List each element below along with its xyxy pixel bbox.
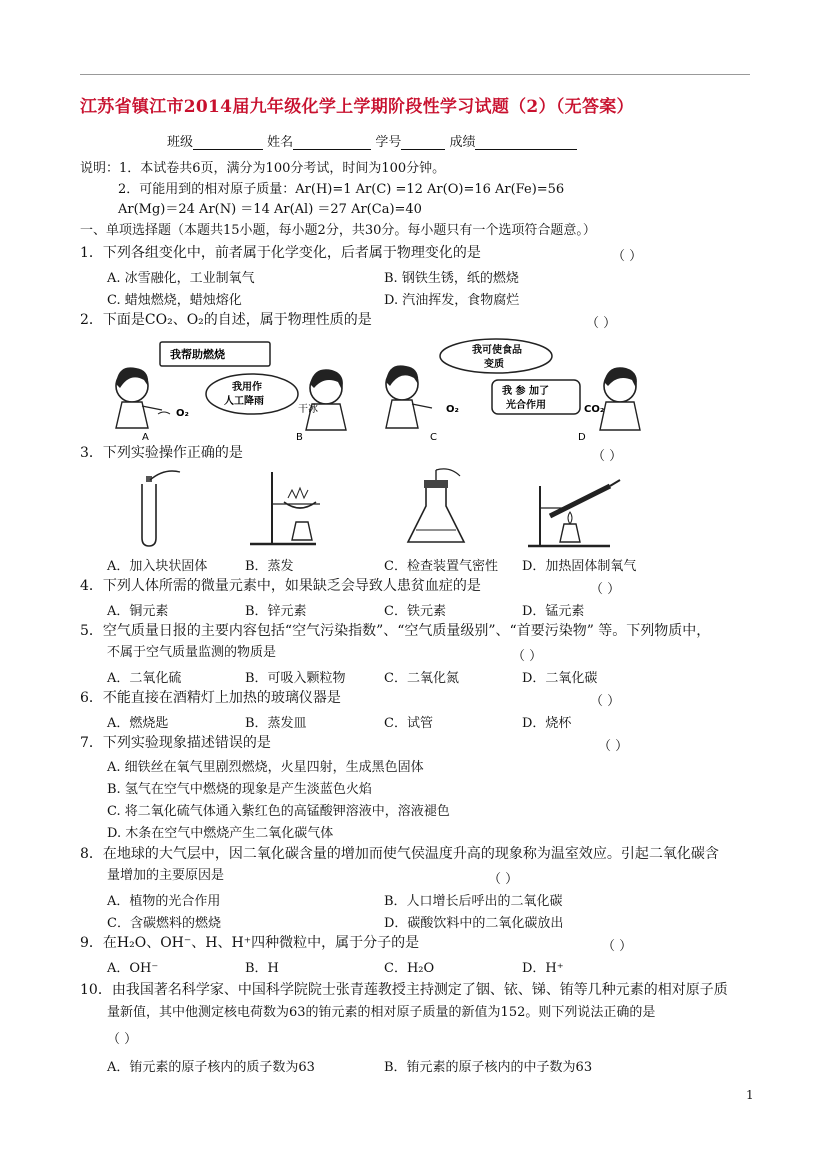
q5-option-b: B．可吸入颗粒物 [245, 671, 346, 686]
q2-label-d: D [578, 432, 586, 443]
q2-label-a: A [142, 432, 149, 443]
bubble-b-text-1: 我用作 [232, 382, 262, 393]
q2-label-b: B [296, 432, 303, 443]
name-label: 姓名 [267, 135, 294, 150]
q2-label-o2-a: O₂ [176, 408, 189, 419]
q3-option-a: A．加入块状固体 [107, 559, 208, 574]
q2-label-c: C [430, 432, 437, 443]
q9-answer-blank[interactable]: （ ） [602, 939, 633, 954]
q5-answer-blank[interactable]: （ ） [512, 649, 543, 664]
q8-option-c: C．含碳燃料的燃烧 [107, 916, 221, 931]
q1-stem: 1．下列各组变化中，前者属于化学变化，后者属于物理变化的是 [80, 245, 481, 261]
note-line-3: Ar(Mg)＝24 Ar(N) ＝14 Ar(Al) ＝27 Ar(Ca)=40 [118, 202, 422, 217]
q7-option-b: B. 氢气在空气中燃烧的现象是产生淡蓝色火焰 [107, 782, 372, 797]
note-line-2: 2．可能用到的相对原子质量：Ar(H)=1 Ar(C) =12 Ar(O)=16 Ar(Fe)=56 [118, 182, 565, 197]
q6-option-a: A．燃烧匙 [107, 716, 169, 731]
q9-option-a: A．OH⁻ [107, 961, 159, 976]
q3-answer-blank[interactable]: （ ） [592, 449, 623, 464]
score-field[interactable] [475, 135, 577, 150]
q3-option-b: B．蒸发 [245, 559, 294, 574]
id-field[interactable] [401, 135, 445, 150]
figure-a-girl [116, 367, 162, 428]
q10-answer-blank[interactable]: （ ） [107, 1032, 138, 1047]
info-row [167, 131, 577, 150]
q1-option-b: B. 钢铁生锈，纸的燃烧 [384, 271, 519, 286]
q9-option-c: C．H₂O [384, 961, 435, 976]
airtightness-check-icon [408, 469, 464, 542]
q7-answer-blank[interactable]: （ ） [598, 739, 629, 754]
header-rule [80, 74, 750, 75]
q4-option-d: D．锰元素 [522, 604, 585, 619]
q4-option-a: A．铜元素 [107, 604, 169, 619]
name-field[interactable] [293, 135, 371, 150]
q4-option-c: C．铁元素 [384, 604, 446, 619]
q3-illustration [120, 466, 680, 552]
q3-option-c: C．检查装置气密性 [384, 559, 498, 574]
q2-label-ice: 干冰 [298, 404, 318, 415]
figure-c-girl [386, 365, 432, 428]
q5-stem-1: 5．空气质量日报的主要内容包括“空气污染指数”、“空气质量级别”、“首要污染物” 等。下列物质中， [80, 623, 711, 639]
q5-option-a: A．二氧化硫 [107, 671, 182, 686]
q4-answer-blank[interactable]: （ ） [590, 582, 621, 597]
q1-option-d: D. 汽油挥发，食物腐烂 [384, 293, 520, 308]
class-label: 班级 [167, 135, 194, 150]
q3-option-d: D．加热固体制氧气 [522, 559, 637, 574]
q8-stem-1: 8．在地球的大气层中，因二氧化碳含量的增加而使气侯温度升高的现象称为温室效应。引起二氧化碳含 [80, 846, 719, 862]
q5-stem-2: 不属于空气质量监测的物质是 [107, 645, 277, 660]
q6-option-b: B．蒸发皿 [245, 716, 307, 731]
evaporation-setup-icon [250, 472, 320, 544]
figure-b-boy [306, 369, 346, 430]
q6-option-d: D．烧杯 [522, 716, 572, 731]
bubble-d-text-1: 我 参 加了 [502, 386, 549, 397]
q7-option-c: C. 将二氧化硫气体通入紫红色的高锰酸钾溶液中，溶液褪色 [107, 804, 450, 819]
q8-option-b: B．人口增长后呼出的二氧化碳 [384, 894, 563, 909]
figure-d-boy [600, 367, 640, 430]
q8-answer-blank[interactable]: （ ） [488, 872, 519, 887]
class-field[interactable] [193, 135, 263, 150]
q7-option-a: A. 细铁丝在氧气里剧烈燃烧，火星四射，生成黑色固体 [107, 760, 424, 775]
bubble-b-text-2: 人工降雨 [224, 396, 264, 407]
q9-option-d: D．H⁺ [522, 961, 564, 976]
q2-label-o2-c: O₂ [446, 404, 459, 415]
section-heading: 一、单项选择题（本题共15小题，每小题2分，共30分。每小题只有一个选项符合题意。） [80, 223, 596, 238]
q6-option-c: C．试管 [384, 716, 433, 731]
score-label: 成绩 [449, 135, 476, 150]
q5-option-d: D．二氧化碳 [522, 671, 598, 686]
q6-stem: 6．不能直接在酒精灯上加热的玻璃仪器是 [80, 690, 341, 706]
q1-answer-blank[interactable]: （ ） [612, 249, 643, 264]
q2-label-co2: CO₂ [584, 404, 605, 415]
q7-option-d: D. 木条在空气中燃烧产生二氧化碳气体 [107, 826, 334, 841]
heating-solid-icon [528, 480, 620, 546]
q1-option-a: A. 冰雪融化，工业制氧气 [107, 271, 255, 286]
page-title: 江苏省镇江市2014届九年级化学上学期阶段性学习试题（2）（无答案） [80, 97, 634, 117]
id-label: 学号 [375, 135, 402, 150]
bubble-d-text-2: 光合作用 [506, 400, 546, 411]
test-tube-icon [142, 471, 180, 546]
q9-stem: 9．在H₂O、OH⁻、H、H⁺四种微粒中，属于分子的是 [80, 935, 420, 951]
q8-option-a: A．植物的光合作用 [107, 894, 221, 909]
q10-option-b: B．铕元素的原子核内的中子数为63 [384, 1060, 593, 1075]
q9-option-b: B．H [245, 961, 279, 976]
q8-option-d: D．碳酸饮料中的二氧化碳放出 [384, 916, 564, 931]
q8-stem-2: 量增加的主要原因是 [107, 868, 225, 883]
note-line-1: 说明：1．本试卷共6页，满分为100分考试，时间为100分钟。 [80, 161, 446, 176]
bubble-c-text-1: 我可使食品 [472, 345, 522, 356]
page-number: 1 [746, 1088, 754, 1102]
q3-stem: 3．下列实验操作正确的是 [80, 445, 243, 461]
q4-option-b: B．锌元素 [245, 604, 307, 619]
q7-stem: 7．下列实验现象描述错误的是 [80, 735, 271, 751]
q1-option-c: C. 蜡烛燃烧，蜡烛熔化 [107, 293, 242, 308]
bubble-c-text-2: 变质 [484, 359, 504, 370]
q5-option-c: C．二氧化氮 [384, 671, 459, 686]
bubble-a-text: 我帮助燃烧 [170, 348, 225, 361]
q10-stem-2: 量新值，其中他测定核电荷数为63的铕元素的相对原子质量的新值为152。则下列说法正确的是 [107, 1005, 656, 1020]
q10-stem-1: 10．由我国著名科学家、中国科学院院士张青莲教授主持测定了铟、铱、锑、铕等几种元素的相对原子质 [80, 982, 728, 998]
q6-answer-blank[interactable]: （ ） [590, 694, 621, 709]
bubble-b [206, 374, 298, 414]
q4-stem: 4．下列人体所需的微量元素中，如果缺乏会导致人患贫血症的是 [80, 578, 481, 594]
q2-illustration [100, 336, 660, 444]
q10-option-a: A．铕元素的原子核内的质子数为63 [107, 1060, 315, 1075]
q2-answer-blank[interactable]: （ ） [586, 316, 617, 331]
q2-stem: 2．下面是CO₂、O₂的自述，属于物理性质的是 [80, 312, 372, 328]
